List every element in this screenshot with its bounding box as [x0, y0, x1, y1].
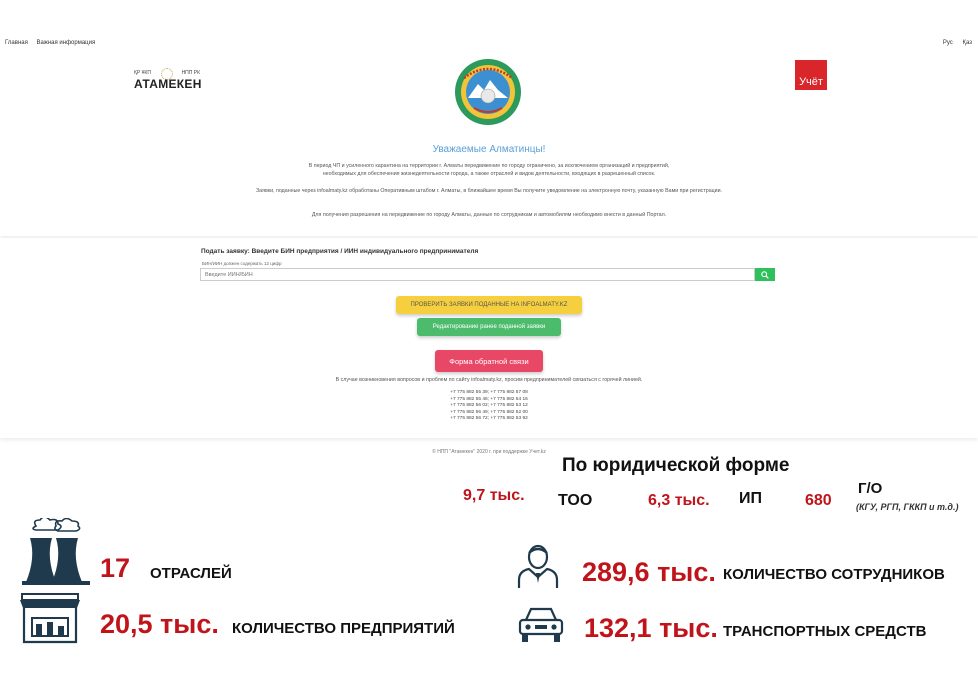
lang-ru[interactable]: Рус [942, 40, 953, 46]
check-applications-button[interactable]: ПРОВЕРИТЬ ЗАЯВКИ ПОДАННЫЕ НА INFOALMATY.KZ [396, 296, 582, 314]
application-form [0, 238, 978, 438]
footer-copyright: © НПП "Атамекен" 2020 г. при поддержке Учет.kz [432, 449, 546, 455]
employees-label: КОЛИЧЕСТВО СОТРУДНИКОВ [723, 566, 945, 583]
too-count: 9,7 тыс. [463, 487, 525, 504]
vehicles-count: 132,1 тыс. [584, 613, 718, 643]
hotline-help-text: В случае возникновения вопросов и проблем по сайту infoalmaty.kz, просим предпринимателей связаться с горячей линией. [335, 377, 643, 383]
intro-paragraph-3: Для получения разрешения на передвижение по городу Алматы, данные по сотрудникам и автомобилям необходимо внести в данный Портал. [311, 212, 667, 218]
go-count: 680 [805, 492, 832, 509]
employee-icon [516, 543, 560, 589]
enterprises-label: КОЛИЧЕСТВО ПРЕДПРИЯТИЙ [232, 620, 455, 637]
vehicles-label: ТРАНСПОРТНЫХ СРЕДСТВ [723, 623, 927, 640]
uchet-logo: Учёт [795, 60, 827, 90]
go-label: Г/О [858, 480, 883, 497]
too-label: ТОО [558, 492, 593, 509]
atameken-logo-kz: ҚР ҰКП [134, 70, 151, 76]
phone-line: +7 775 882 56 49; +7 775 882 52 00 [450, 409, 528, 415]
industries-label: ОТРАСЛЕЙ [150, 565, 232, 582]
ip-label: ИП [739, 490, 762, 507]
feedback-form-button[interactable]: Форма обратной связи [435, 350, 543, 372]
phone-line: +7 775 882 56 72; +7 775 882 53 92 [450, 416, 528, 421]
car-icon [516, 606, 566, 646]
atameken-logo-ru: НПП РК [181, 70, 200, 76]
enterprises-count: 20,5 тыс. [100, 609, 219, 639]
intro-paragraph-1-line-1: В период ЧП и усиленного карантина на территории г. Алматы передвижение по городу ограничено, за исключением организаций и предприятий, [308, 163, 670, 169]
lang-kz[interactable]: Қаз [962, 40, 972, 46]
phone-line: +7 775 882 55 46; +7 775 882 54 16 [450, 396, 528, 402]
iin-bin-input[interactable] [200, 268, 755, 281]
phone-line: +7 775 882 55 39; +7 775 882 57 08 [450, 390, 528, 395]
industries-count: 17 [100, 553, 131, 583]
top-nav-left [5, 40, 102, 46]
form-title: Подать заявку: Введите БИН предприятия / ИИН индивидуального предпринимателя [201, 248, 479, 255]
hotline-phones [0, 390, 978, 423]
atameken-logo [134, 70, 200, 92]
factory-icon [22, 518, 90, 586]
phone-line: +7 775 882 56 02; +7 775 882 53 12 [450, 403, 528, 408]
greeting-title: Уважаемые Алматинцы! [432, 144, 546, 155]
intro-paragraph-1 [0, 162, 978, 178]
go-note: (КГУ, РГП, ГККП и т.д.) [856, 502, 959, 512]
edit-application-button[interactable]: Редактирование ранее поданной заявки [417, 318, 561, 336]
atameken-logo-name: АТАМЕКЕН [134, 77, 202, 91]
language-switcher [935, 40, 972, 46]
shop-icon [18, 592, 82, 644]
city-emblem-icon [454, 58, 522, 126]
nav-link-important-info[interactable]: Важная информация [36, 40, 96, 46]
search-button[interactable] [755, 268, 775, 281]
intro-paragraph-1-line-2: необходимых для обеспечения жизнедеятельности города, а также отраслей и видов деятельности, входящих в разрешенный список. [322, 171, 656, 177]
portal-header [0, 30, 978, 236]
intro-paragraph-2: Заявки, поданные через infoalmaty.kz обработаны Оперативным штабом г. Алматы, в ближайшее время Вы получите уведомление на электронную почту, указанную Вами при регистрации. [255, 188, 723, 194]
legal-form-title: По юридической форме [562, 455, 790, 476]
ip-count: 6,3 тыс. [648, 492, 710, 509]
search-icon [761, 271, 769, 279]
nav-link-home[interactable]: Главная [5, 40, 28, 46]
form-hint: БИН/ИИН должен содержать 12 цифр [202, 261, 282, 266]
employees-count: 289,6 тыс. [582, 557, 716, 587]
